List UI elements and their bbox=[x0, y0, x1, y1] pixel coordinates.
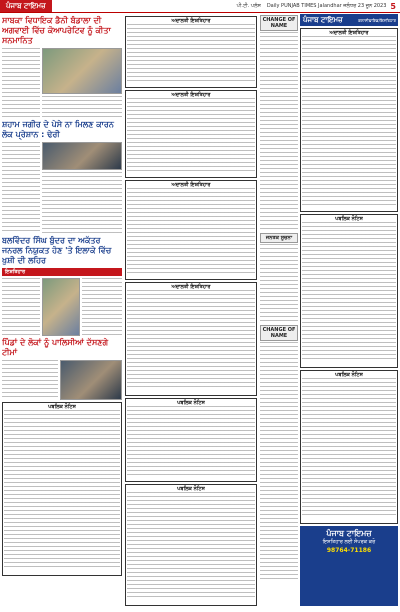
public-notice-box bbox=[2, 402, 122, 576]
court-notice-box bbox=[125, 90, 257, 178]
ad-subtitle: ਇਸ਼ਤਿਹਾਰ ਲਈ ਸੰਪਰਕ ਕਰੋ bbox=[322, 539, 376, 545]
group-photo bbox=[42, 48, 122, 94]
notice-text bbox=[127, 188, 255, 274]
ad-title: ਪੰਜਾਬ ਟਾਇਮਜ਼ bbox=[326, 529, 372, 538]
headline-second: ਸ਼ਹਾਮ ਜਗੀਰ ਦੇ ਪੇਸੇ ਨਾ ਮਿਲਣ ਕਾਰਨ ਲੋਕ ਪ੍ਰੇਸ਼ਾਨ : ਢੇਰੀ bbox=[2, 120, 114, 139]
article-text bbox=[42, 172, 122, 234]
notice-text bbox=[127, 492, 255, 600]
page-number: 5 bbox=[390, 1, 396, 11]
change-of-name-heading: CHANGE OF NAME bbox=[260, 15, 298, 31]
headline-fourth: ਪਿੰਡਾਂ ਦੇ ਲੋਕਾਂ ਨੂੰ ਪਾਲਿਸੀਆਂ ਦੱਸਣਗੇ ਟੀਮਾਂ bbox=[2, 338, 109, 357]
article-text bbox=[2, 48, 40, 118]
article-text bbox=[42, 96, 122, 118]
notice-title: ਅਦਾਲਤੀ ਇਸ਼ਤਿਹਾਰ bbox=[171, 182, 211, 188]
news-photo bbox=[42, 142, 122, 170]
notice-title: ਪਬਲਿਕ ਨੋਟਿਸ bbox=[177, 486, 205, 492]
public-info-heading: ਜਨਤਕ ਸੂਚਨਾ bbox=[260, 233, 298, 243]
ad-phone: 98764-71186 bbox=[326, 547, 372, 554]
article-text bbox=[2, 278, 40, 336]
public-notice-box bbox=[125, 398, 257, 482]
change-of-name-heading: CHANGE OF NAME bbox=[260, 325, 298, 341]
court-notice-box bbox=[125, 16, 257, 88]
public-notice-box bbox=[300, 214, 398, 368]
notice-text bbox=[302, 222, 396, 362]
court-notice-box bbox=[125, 282, 257, 396]
notice-title: ਅਦਾਲਤੀ ਇਸ਼ਤਿਹਾਰ bbox=[171, 92, 211, 98]
public-notice-box bbox=[125, 484, 257, 606]
classified-text bbox=[260, 342, 298, 582]
masthead bbox=[0, 0, 400, 13]
news-photo bbox=[60, 360, 122, 400]
classified-tag: ਕਲਾਸੀਫਾਇਡ/ਇਸ਼ਤਿਹਾਰ bbox=[358, 17, 396, 23]
section-bar: ਇਸ਼ਤਿਹਾਰ bbox=[2, 268, 122, 276]
classified-column bbox=[260, 14, 298, 610]
notice-text bbox=[127, 406, 255, 476]
masthead-brand: ਪੰਜਾਬ ਟਾਇਮਜ਼ bbox=[0, 0, 52, 12]
portrait-photo bbox=[42, 278, 80, 336]
notice-title: ਪਬਲਿਕ ਨੋਟਿਸ bbox=[177, 400, 205, 406]
middle-column bbox=[125, 14, 257, 610]
classified-text bbox=[260, 244, 298, 324]
classified-header bbox=[300, 14, 398, 26]
article-text bbox=[82, 278, 122, 336]
notice-title: ਅਦਾਲਤੀ ਇਸ਼ਤਿਹਾਰ bbox=[329, 30, 369, 36]
notice-title: ਪਬਲਿਕ ਨੋਟਿਸ bbox=[48, 404, 76, 410]
notice-title: ਅਦਾਲਤੀ ਇਸ਼ਤਿਹਾਰ bbox=[171, 18, 211, 24]
right-column bbox=[300, 14, 398, 610]
public-notice-box bbox=[300, 370, 398, 524]
left-column bbox=[2, 14, 122, 610]
notice-text bbox=[127, 290, 255, 390]
court-notice-box bbox=[300, 28, 398, 212]
notice-text bbox=[302, 378, 396, 518]
article-text bbox=[2, 360, 58, 400]
notice-text bbox=[302, 36, 396, 206]
headline-main: ਸਾਬਕਾ ਵਿਧਾਇਕ ਡੈਨੀ ਬੰਡਾਲਾ ਦੀ ਅਗਵਾਈ ਵਿੱਚ ਕੋਆਪਰੇਟਿਵ ਨੂੰ ਕੀਤਾ ਸਨਮਾਨਿਤ bbox=[2, 16, 111, 45]
article-text bbox=[2, 142, 40, 234]
notice-title: ਪਬਲਿਕ ਨੋਟਿਸ bbox=[335, 372, 363, 378]
classified-brand: ਪੰਜਾਬ ਟਾਇਮਜ਼ bbox=[303, 15, 343, 24]
notice-text bbox=[127, 98, 255, 172]
notice-title: ਪਬਲਿਕ ਨੋਟਿਸ bbox=[335, 216, 363, 222]
advertisement-box bbox=[300, 526, 398, 606]
notice-text bbox=[4, 410, 120, 570]
masthead-date: Daily PUNJAB TIMES Jalandhar ਜਲੰਧਰ 23 ਜੂਨ 2023 bbox=[266, 3, 387, 9]
classified-text bbox=[260, 32, 298, 232]
masthead-edition: ਪੀ.ਟੀ. ਪਲੱਸ bbox=[236, 3, 261, 9]
headline-third: ਬਲਵਿੰਦਰ ਸਿੰਘ ਬੁੰਦਰ ਦਾ ਅਕੱਤਰ ਜਨਰਲ ਨਿਯੁਕਤ ਹੋਣ 'ਤੇ ਇਲਾਕੇ ਵਿੱਚ ਖੁਸ਼ੀ ਦੀ ਲਹਿਰ bbox=[2, 236, 112, 265]
court-notice-box bbox=[125, 180, 257, 280]
notice-title: ਅਦਾਲਤੀ ਇਸ਼ਤਿਹਾਰ bbox=[171, 284, 211, 290]
notice-text bbox=[127, 24, 255, 82]
